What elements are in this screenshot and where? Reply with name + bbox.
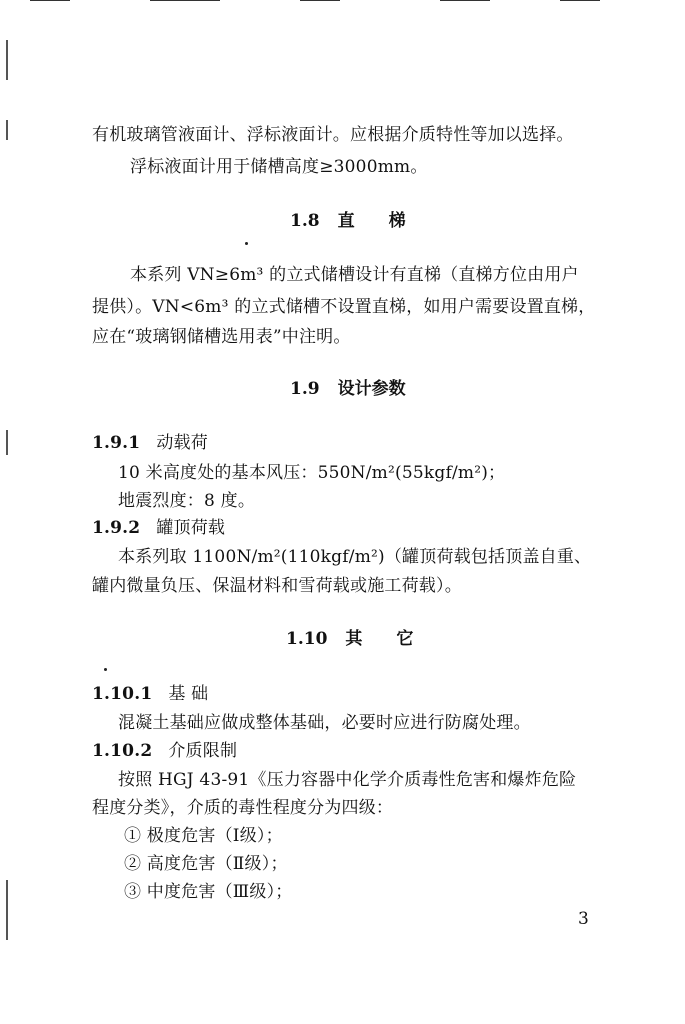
section-heading-1-9 [290, 378, 406, 400]
paragraph-line: 混凝土基础应做成整体基础，必要时应进行防腐处理。 [118, 713, 531, 733]
subsection-title: 动载荷 [156, 433, 208, 453]
scan-artifact [560, 0, 600, 1]
subsection-1-9-2 [92, 517, 225, 539]
paragraph-line: 10 米高度处的基本风压：550N/m²(55kgf/m²)； [118, 463, 506, 483]
scan-artifact [245, 242, 248, 245]
paragraph-line: 地震烈度：8 度。 [118, 491, 256, 511]
scan-artifact [6, 880, 8, 940]
subsection-title: 基 础 [168, 684, 209, 704]
paragraph-line: 本系列 VN≥6m³ 的立式储槽设计有直梯（直梯方位由用户 [130, 265, 579, 285]
section-number: 1.8 [290, 211, 320, 231]
section-number: 1.9 [290, 379, 320, 399]
scan-artifact [300, 0, 340, 1]
scan-artifact [6, 430, 8, 455]
paragraph-line: 按照 HGJ 43-91《压力容器中化学介质毒性危害和爆炸危险 [118, 770, 577, 790]
paragraph-line: 有机玻璃管液面计、浮标液面计。应根据介质特性等加以选择。 [92, 125, 574, 145]
list-item: ① 极度危害（Ⅰ级）； [124, 826, 283, 846]
heading-char: 直 [337, 211, 355, 231]
section-heading-1-8 [290, 210, 406, 232]
paragraph-line: 罐内微量负压、保温材料和雪荷载或施工荷载）。 [92, 576, 462, 596]
scan-artifact [30, 0, 70, 1]
scan-artifact [6, 40, 8, 80]
paragraph-line: 浮标液面计用于储槽高度≥3000mm。 [130, 157, 428, 177]
subsection-1-10-1 [92, 683, 208, 705]
subsection-1-9-1 [92, 432, 208, 454]
heading-char: 其 [345, 629, 363, 649]
subsection-number: 1.9.1 [92, 433, 141, 453]
page-number: 3 [578, 909, 589, 929]
heading-char: 它 [396, 629, 414, 649]
paragraph-line: 程度分类》，介质的毒性程度分为四级： [92, 798, 394, 818]
heading-char: 梯 [388, 211, 406, 231]
subsection-title: 罐顶荷载 [156, 518, 226, 538]
list-item: ② 高度危害（Ⅱ级）； [124, 854, 288, 874]
scan-artifact [104, 668, 107, 671]
list-item: ③ 中度危害（Ⅲ级）； [124, 882, 293, 902]
subsection-number: 1.9.2 [92, 518, 141, 538]
scan-artifact [440, 0, 490, 1]
section-number: 1.10 [286, 629, 328, 649]
subsection-number: 1.10.1 [92, 684, 153, 704]
subsection-title: 介质限制 [168, 741, 238, 761]
paragraph-line: 应在“玻璃钢储槽选用表”中注明。 [92, 327, 351, 347]
section-heading-1-10 [286, 628, 413, 650]
subsection-number: 1.10.2 [92, 741, 153, 761]
paragraph-line: 提供）。VN<6m³ 的立式储槽不设置直梯，如用户需要设置直梯， [92, 297, 596, 317]
scan-artifact [6, 120, 8, 140]
scan-artifact [150, 0, 220, 1]
subsection-1-10-2 [92, 740, 237, 762]
heading-text: 设计参数 [337, 379, 406, 399]
paragraph-line: 本系列取 1100N/m²(110kgf/m²)（罐顶荷载包括顶盖自重、 [118, 547, 592, 567]
